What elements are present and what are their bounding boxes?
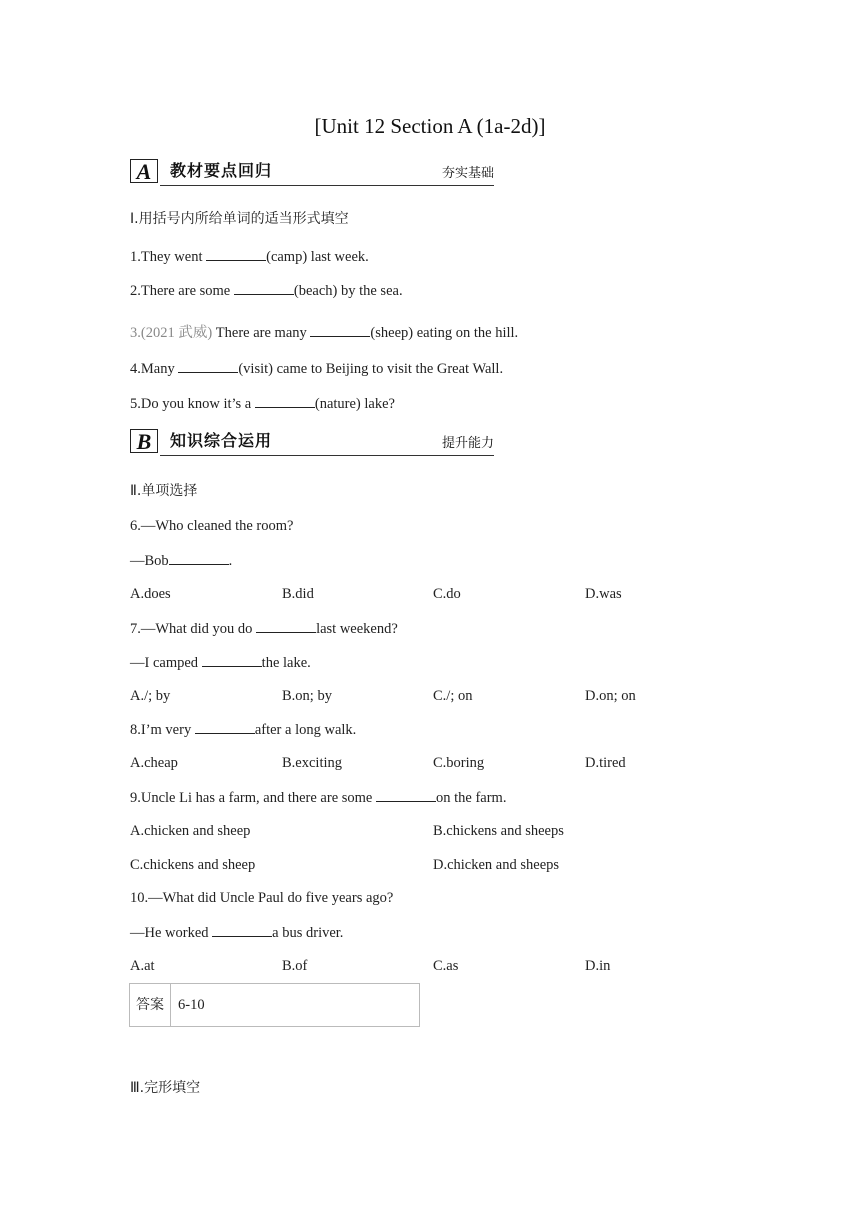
answer-box: [129, 983, 420, 1027]
section-b-badge-icon: [130, 429, 158, 453]
option-c[interactable]: C.as: [433, 958, 459, 974]
question-8: 8.I’m very after a long walk.: [130, 722, 357, 738]
question-2: 2.There are some (beach) by the sea.: [130, 283, 403, 299]
option-b[interactable]: B.exciting: [282, 755, 343, 771]
section-b-header: [130, 426, 494, 456]
answer-blank[interactable]: [169, 552, 229, 565]
section-a-badge-icon: [130, 159, 158, 183]
option-c[interactable]: C.do: [433, 586, 461, 602]
option-a[interactable]: A.at: [130, 958, 155, 974]
page-title: [Unit 12 Section A (1a-2d)]: [314, 114, 546, 138]
question-10: 10.—What did Uncle Paul do five years ago?: [130, 890, 394, 906]
option-d[interactable]: D.chicken and sheeps: [433, 857, 560, 873]
answer-range[interactable]: 6-10: [178, 997, 205, 1013]
option-d[interactable]: D.tired: [585, 755, 626, 771]
answer-blank[interactable]: [212, 924, 272, 937]
option-a[interactable]: A./; by: [130, 688, 171, 704]
section-b-title: 知识综合运用: [170, 431, 273, 450]
answer-blank[interactable]: [202, 654, 262, 667]
answer-blank[interactable]: [376, 789, 436, 802]
option-d[interactable]: D.in: [585, 958, 611, 974]
answer-blank[interactable]: [234, 282, 294, 295]
question-7: 7.—What did you do last weekend?: [130, 621, 398, 637]
option-b[interactable]: B.of: [282, 958, 308, 974]
option-b[interactable]: B.did: [282, 586, 314, 602]
option-d[interactable]: D.on; on: [585, 688, 636, 704]
section-b-subtitle: 提升能力: [441, 436, 494, 451]
answer-blank[interactable]: [206, 248, 266, 261]
answer-blank[interactable]: [255, 395, 315, 408]
question-9: 9.Uncle Li has a farm, and there are some on the farm.: [130, 790, 507, 806]
question-6: 6.—Who cleaned the room?: [130, 518, 294, 534]
option-a[interactable]: A.cheap: [130, 755, 178, 771]
svg-text:B: B: [136, 429, 152, 453]
part-3-heading: Ⅲ.完形填空: [130, 1080, 201, 1096]
section-a-subtitle: 夯实基础: [441, 166, 494, 181]
question-5: 5.Do you know it’s a (nature) lake?: [130, 396, 395, 412]
option-c[interactable]: C./; on: [433, 688, 473, 704]
option-b[interactable]: B.on; by: [282, 688, 332, 704]
question-3: 3.(2021 武威) There are many (sheep) eating on the hill.: [130, 325, 519, 341]
option-c[interactable]: C.boring: [433, 755, 485, 771]
answer-blank[interactable]: [310, 324, 370, 337]
part-1-heading: Ⅰ.用括号内所给单词的适当形式填空: [130, 211, 349, 227]
section-b-divider: [160, 455, 494, 456]
question-10-answer-line: —He worked a bus driver.: [130, 925, 344, 941]
part-2-heading: Ⅱ.单项选择: [130, 483, 198, 499]
section-a-title: 教材要点回归: [170, 161, 273, 180]
option-c[interactable]: C.chickens and sheep: [130, 857, 256, 873]
section-a-divider: [160, 185, 494, 186]
answer-label: 答案: [130, 984, 171, 1026]
option-a[interactable]: A.chicken and sheep: [130, 823, 251, 839]
answer-blank[interactable]: [178, 360, 238, 373]
answer-blank[interactable]: [195, 721, 255, 734]
answer-blank[interactable]: [256, 620, 316, 633]
option-b[interactable]: B.chickens and sheeps: [433, 823, 564, 839]
question-4: 4.Many (visit) came to Beijing to visit the Great Wall.: [130, 361, 504, 377]
option-d[interactable]: D.was: [585, 586, 622, 602]
question-6-answer-line: —Bob .: [130, 553, 233, 569]
question-7-answer-line: —I camped the lake.: [130, 655, 311, 671]
question-source-tag: 3.(2021 武威): [130, 325, 213, 341]
question-1: 1.They went (camp) last week.: [130, 249, 369, 265]
section-a-header: [130, 156, 494, 186]
svg-text:A: A: [136, 159, 152, 183]
option-a[interactable]: A.does: [130, 586, 171, 602]
